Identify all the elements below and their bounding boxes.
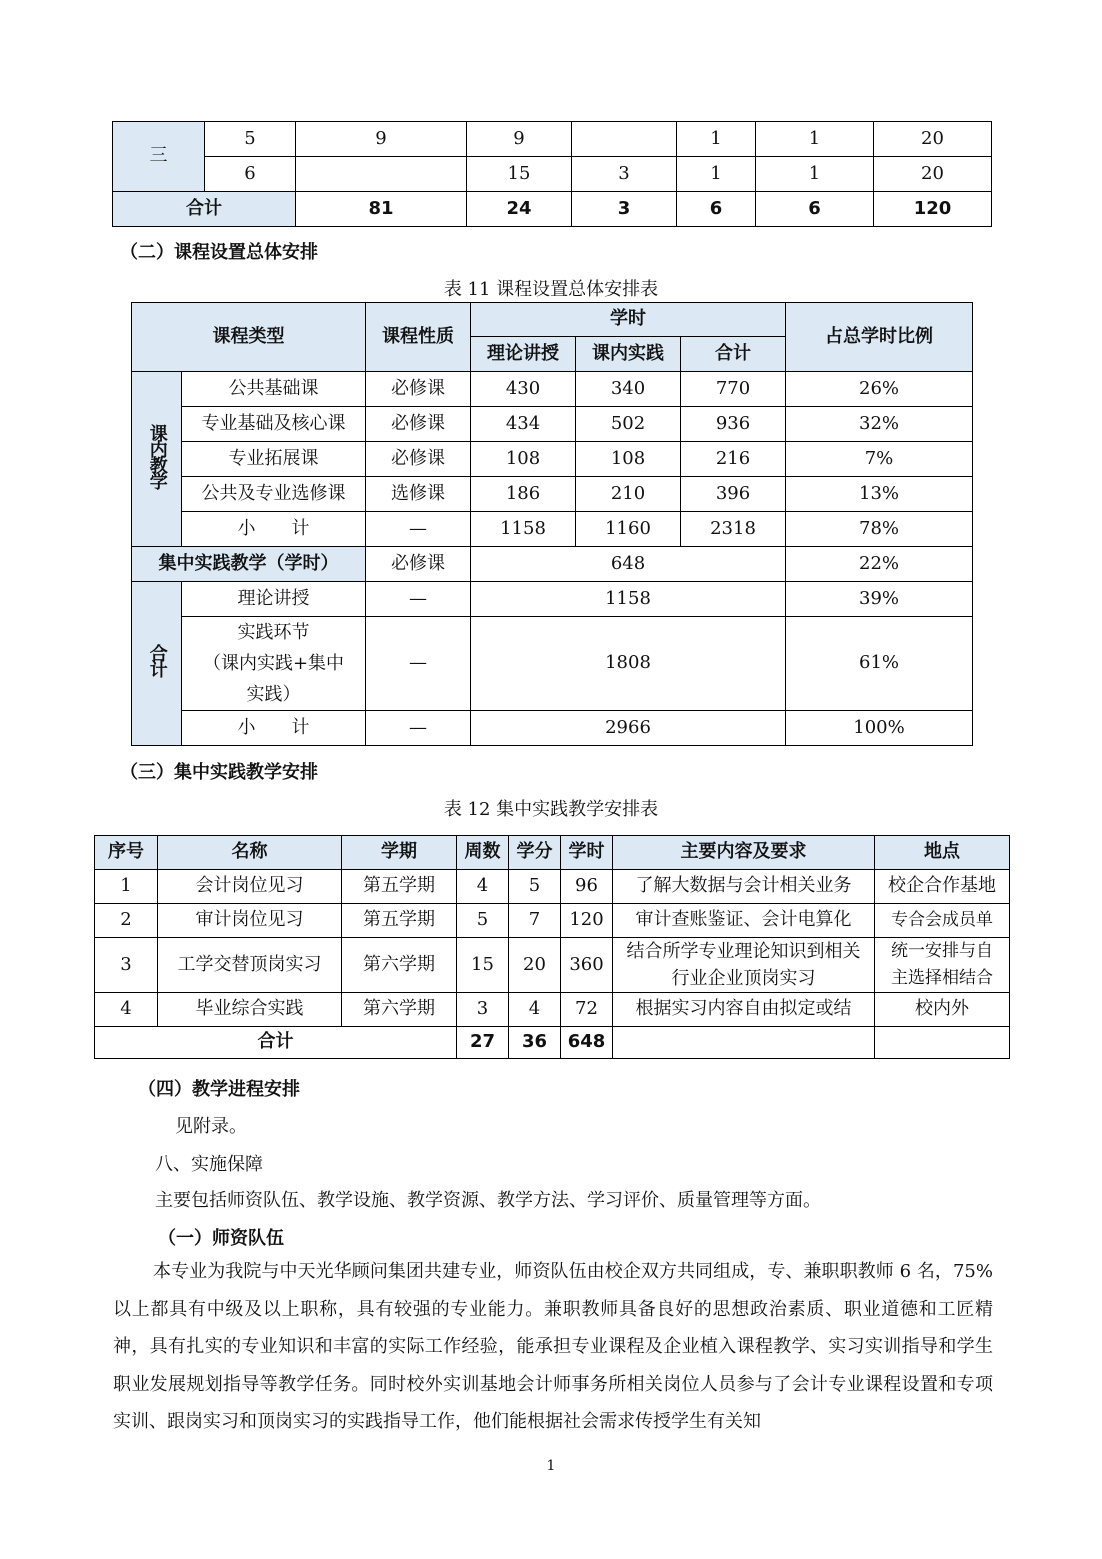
total-cell: 36 xyxy=(509,1027,561,1059)
table-cell: 3 xyxy=(95,938,158,993)
header-cell: 学分 xyxy=(509,836,561,870)
in-class-label: 课内教学 xyxy=(132,372,182,547)
table-cell: — xyxy=(366,617,471,711)
table-cell: 20 xyxy=(509,938,561,993)
table-cell: 必修课 xyxy=(366,442,471,477)
table-cell: 公共及专业选修课 xyxy=(182,477,366,512)
table-cell: 5 xyxy=(205,122,296,157)
table-cell: 第六学期 xyxy=(342,993,457,1027)
table-cell: 会计岗位见习 xyxy=(158,870,342,904)
header-cell: 学期 xyxy=(342,836,457,870)
table-cell: 校内外 xyxy=(875,993,1010,1027)
table-cell: 216 xyxy=(681,442,786,477)
table-cell: 7% xyxy=(786,442,973,477)
total-cell: 3 xyxy=(572,192,677,227)
table-cell: 小 计 xyxy=(182,711,366,746)
table-cell: 9 xyxy=(296,122,467,157)
table-cell: 4 xyxy=(457,870,509,904)
table-cell: — xyxy=(366,512,471,547)
table-cell: 7 xyxy=(509,904,561,938)
faculty-text: 本专业为我院与中天光华顾问集团共建专业，师资队伍由校企双方共同组成，专、兼职职教师 6 名，75%以上都具有中级及以上职称，具有较强的专业能力。兼职教师具备良好的思想政治素质、职业道德和工匠精神，具有扎实的专业知识和丰富的实际工作经验，能承担专业课程及企业植入课程教学、实习实训指导和学生职业发展规划指导等教学任务。同时校外实训基地会计师事务所相关岗位人员参与了会计专业课程设置和专项实训、跟岗实习和顶岗实习的实践指导工作，他们能根据社会需求传授学生有关知 xyxy=(113,1261,993,1432)
table-cell: 13% xyxy=(786,477,973,512)
table-cell: 专合会成员单 xyxy=(875,904,1010,938)
table-cell: 3 xyxy=(457,993,509,1027)
table-cell: 1 xyxy=(677,157,756,192)
table-cell: 22% xyxy=(786,547,973,582)
table-cell: 100% xyxy=(786,711,973,746)
header-hours: 学时 xyxy=(471,303,786,337)
table-cell: 2 xyxy=(95,904,158,938)
table-cell: 502 xyxy=(576,407,681,442)
header-cell: 周数 xyxy=(457,836,509,870)
total-label: 合计 xyxy=(113,192,296,227)
header-cell: 名称 xyxy=(158,836,342,870)
table-cell: 936 xyxy=(681,407,786,442)
table-cell: 必修课 xyxy=(366,372,471,407)
header-cell: 序号 xyxy=(95,836,158,870)
header-theory: 理论讲授 xyxy=(471,337,576,372)
table-cell: 120 xyxy=(561,904,613,938)
section-heading-2: （二）课程设置总体安排 xyxy=(120,242,318,263)
table-cell: 1 xyxy=(677,122,756,157)
table-cell: 15 xyxy=(457,938,509,993)
table-cell: 4 xyxy=(95,993,158,1027)
table-cell: 了解大数据与会计相关业务 xyxy=(613,870,875,904)
table-cell: 1158 xyxy=(471,512,576,547)
table-cell: 210 xyxy=(576,477,681,512)
table-cell: 108 xyxy=(576,442,681,477)
header-nature: 课程性质 xyxy=(366,303,471,372)
table-cell: 结合所学专业理论知识到相关行业企业顶岗实习 xyxy=(613,938,875,993)
table-cell: 396 xyxy=(681,477,786,512)
total-cell: 27 xyxy=(457,1027,509,1059)
table-cell: 第五学期 xyxy=(342,870,457,904)
table-cell: 2318 xyxy=(681,512,786,547)
table-cell: 公共基础课 xyxy=(182,372,366,407)
table-cell: 理论讲授 xyxy=(182,582,366,617)
table-cell: 96 xyxy=(561,870,613,904)
table10 xyxy=(112,121,992,227)
table-cell: 5 xyxy=(457,904,509,938)
table-cell: 必修课 xyxy=(366,547,471,582)
table-cell: 专业拓展课 xyxy=(182,442,366,477)
section4-text: 见附录。 xyxy=(175,1116,247,1137)
header-ratio: 占总学时比例 xyxy=(786,303,973,372)
table-cell: 审计查账鉴证、会计电算化 xyxy=(613,904,875,938)
total-label: 合计 xyxy=(132,582,182,746)
table-cell: 9 xyxy=(467,122,572,157)
table-cell xyxy=(296,157,467,192)
section-heading-4: （四）教学进程安排 xyxy=(138,1079,300,1100)
table-cell: 毕业综合实践 xyxy=(158,993,342,1027)
table-cell: 15 xyxy=(467,157,572,192)
table-cell: 工学交替顶岗实习 xyxy=(158,938,342,993)
table-cell: 1 xyxy=(95,870,158,904)
section-heading-3: （三）集中实践教学安排 xyxy=(120,762,318,783)
table-cell: 32% xyxy=(786,407,973,442)
table-cell: 20 xyxy=(874,122,992,157)
table-cell: 根据实习内容自由拟定或结 xyxy=(613,993,875,1027)
concentrated-label: 集中实践教学（学时） xyxy=(132,547,366,582)
table-cell: 61% xyxy=(786,617,973,711)
table-cell: 2966 xyxy=(471,711,786,746)
table-cell: 72 xyxy=(561,993,613,1027)
table-cell: 审计岗位见习 xyxy=(158,904,342,938)
table-cell: 第五学期 xyxy=(342,904,457,938)
table-cell: 实践环节 （课内实践+集中实践） xyxy=(182,617,366,711)
faculty-heading: （一）师资队伍 xyxy=(158,1228,284,1249)
header-practice: 课内实践 xyxy=(576,337,681,372)
table-cell: 3 xyxy=(572,157,677,192)
table-cell: 360 xyxy=(561,938,613,993)
page-number: 1 xyxy=(546,1458,556,1474)
table12-caption: 表 12 集中实践教学安排表 xyxy=(443,799,659,820)
table-cell: 1 xyxy=(756,122,874,157)
header-cell: 主要内容及要求 xyxy=(613,836,875,870)
table-cell: — xyxy=(366,711,471,746)
total-cell xyxy=(875,1027,1010,1059)
table-cell: 1158 xyxy=(471,582,786,617)
table-cell: 186 xyxy=(471,477,576,512)
header-sum: 合计 xyxy=(681,337,786,372)
total-cell: 6 xyxy=(756,192,874,227)
total-cell: 120 xyxy=(874,192,992,227)
table-cell: 430 xyxy=(471,372,576,407)
table12 xyxy=(94,835,1010,1059)
table-cell: 专业基础及核心课 xyxy=(182,407,366,442)
table-cell: 108 xyxy=(471,442,576,477)
total-cell: 648 xyxy=(561,1027,613,1059)
total-cell: 6 xyxy=(677,192,756,227)
total-cell: 24 xyxy=(467,192,572,227)
table-cell: 5 xyxy=(509,870,561,904)
total-label: 合计 xyxy=(95,1027,457,1059)
header-cell: 学时 xyxy=(561,836,613,870)
table-cell: 1808 xyxy=(471,617,786,711)
table-cell: 340 xyxy=(576,372,681,407)
table-cell: 1160 xyxy=(576,512,681,547)
table-cell: 选修课 xyxy=(366,477,471,512)
table-cell: 26% xyxy=(786,372,973,407)
table-cell: 78% xyxy=(786,512,973,547)
total-cell xyxy=(613,1027,875,1059)
table-cell: 必修课 xyxy=(366,407,471,442)
table-cell xyxy=(572,122,677,157)
table-cell: 434 xyxy=(471,407,576,442)
table-cell: 统一安排与自主选择相结合 xyxy=(875,938,1010,993)
table11-caption: 表 11 课程设置总体安排表 xyxy=(443,279,659,300)
table-cell: 770 xyxy=(681,372,786,407)
header-cell: 地点 xyxy=(875,836,1010,870)
chapter8-heading: 八、实施保障 xyxy=(155,1154,263,1175)
table-cell: — xyxy=(366,582,471,617)
table-cell: 6 xyxy=(205,157,296,192)
table-cell: 校企合作基地 xyxy=(875,870,1010,904)
table-cell: 20 xyxy=(874,157,992,192)
table-cell: 小 计 xyxy=(182,512,366,547)
table-cell: 4 xyxy=(509,993,561,1027)
total-cell: 81 xyxy=(296,192,467,227)
table-cell: 1 xyxy=(756,157,874,192)
table-cell: 第六学期 xyxy=(342,938,457,993)
table11 xyxy=(131,302,973,746)
chapter8-intro: 主要包括师资队伍、教学设施、教学资源、教学方法、学习评价、质量管理等方面。 xyxy=(155,1190,821,1211)
table-cell: 648 xyxy=(471,547,786,582)
header-type: 课程类型 xyxy=(132,303,366,372)
table-cell: 39% xyxy=(786,582,973,617)
grade-cell: 三 xyxy=(113,122,205,192)
